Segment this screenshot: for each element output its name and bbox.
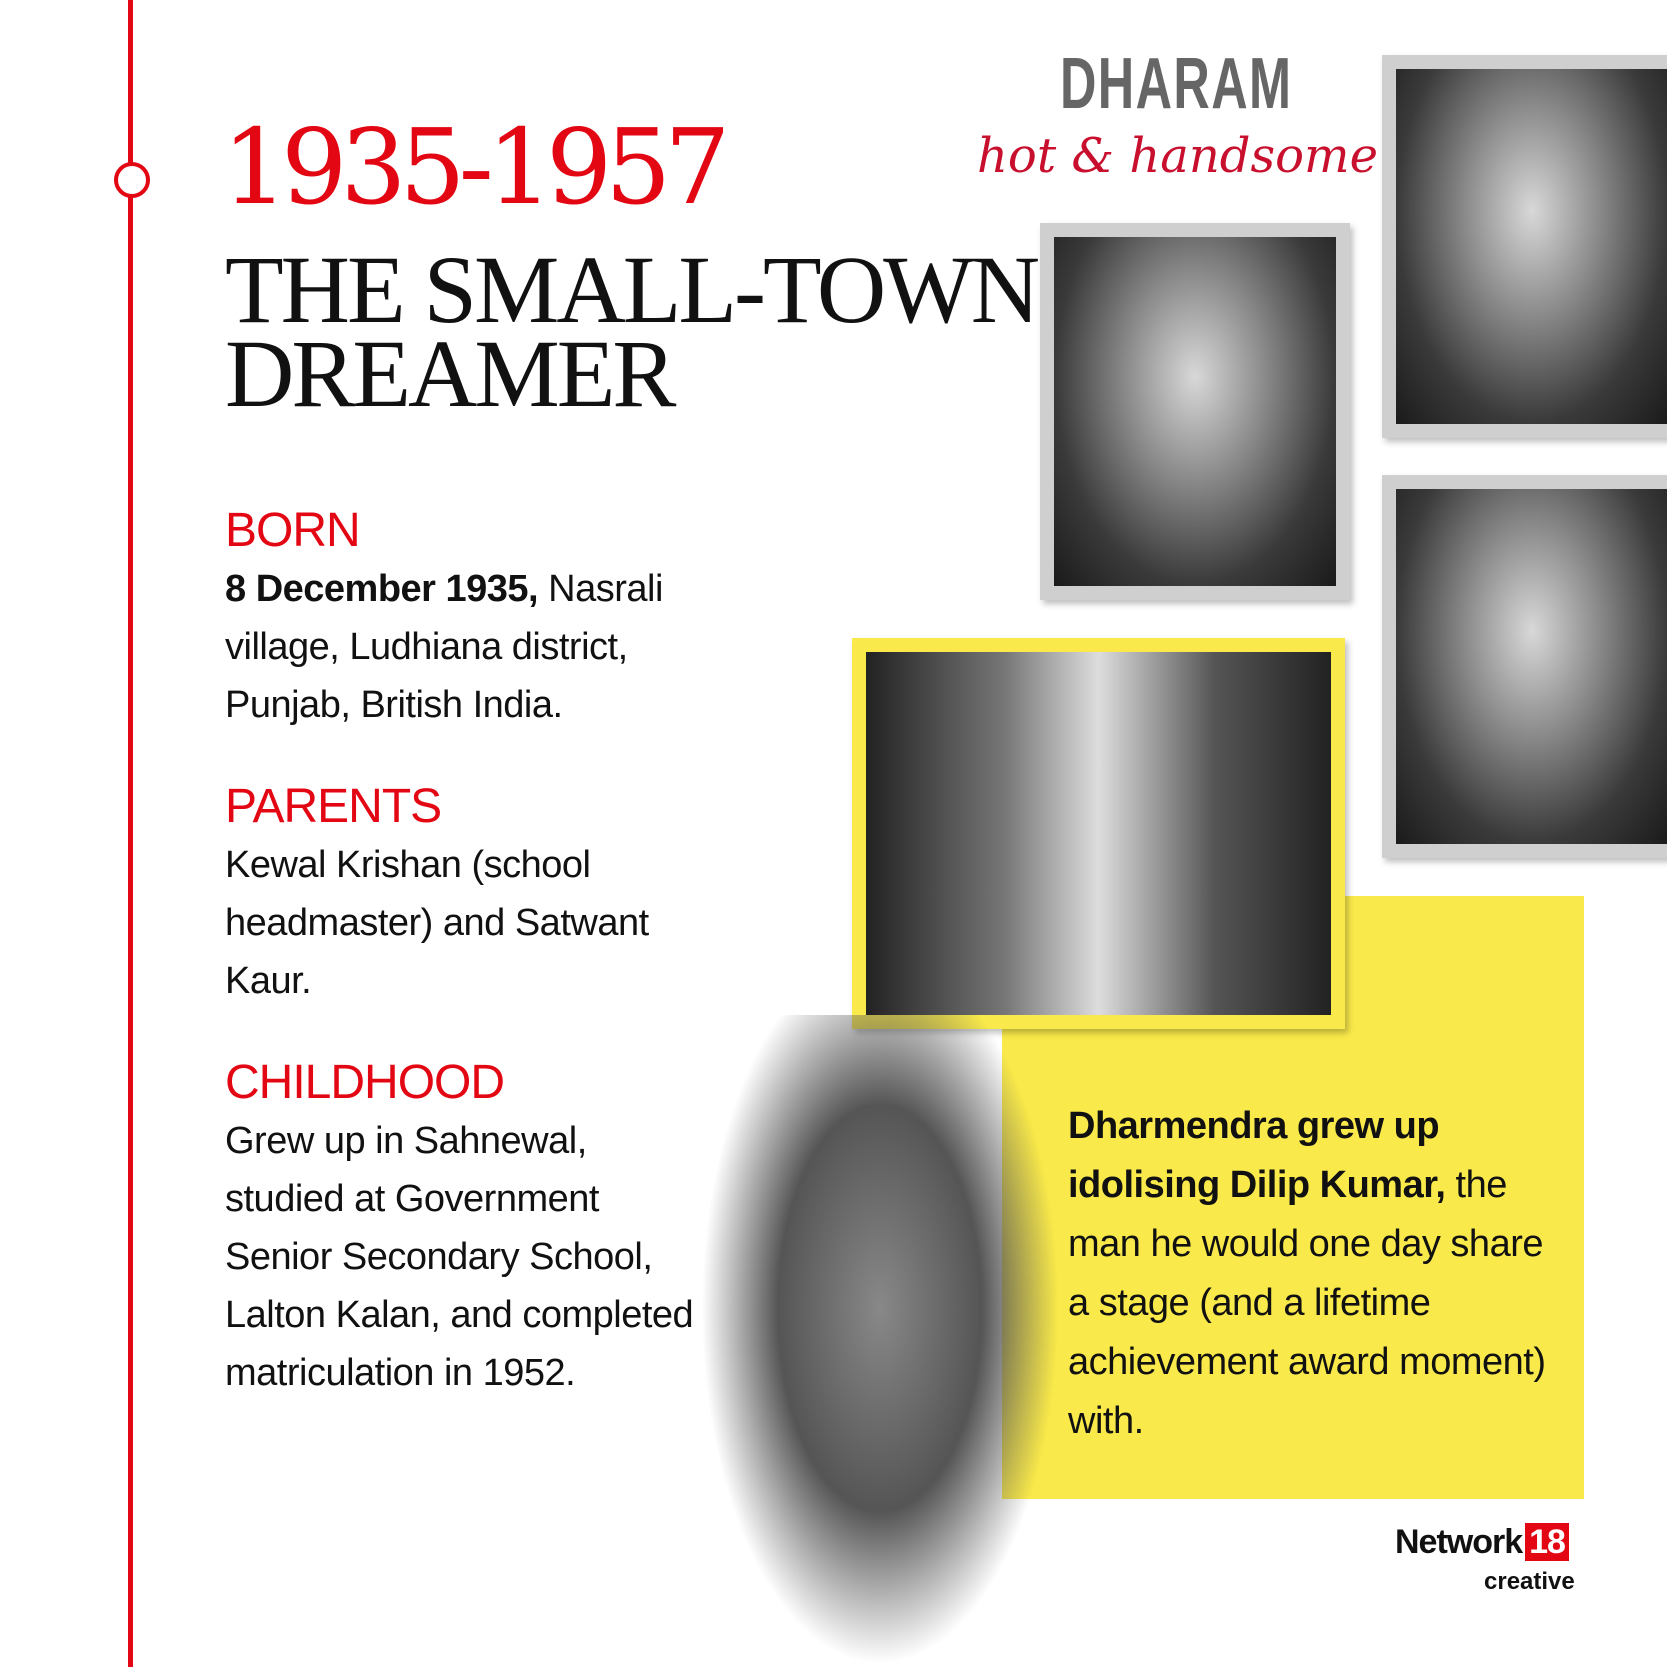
- photo-young-portrait: [1382, 55, 1667, 438]
- brand-name: Network: [1395, 1523, 1523, 1561]
- callout-bold: Dharmendra grew up idolising Dilip Kumar,: [1068, 1105, 1446, 1206]
- callout-text: [1068, 1097, 1558, 1451]
- sections: [225, 502, 725, 1402]
- photo-portrait: [1382, 475, 1667, 858]
- logo-dharam: DHARAM: [1060, 44, 1293, 124]
- section-childhood: [225, 1054, 705, 1402]
- section-text: Kewal Krishan (school headmaster) and Satwant Kaur.: [225, 844, 649, 1002]
- section-born: [225, 502, 725, 734]
- year-range: 1935-1957: [222, 106, 724, 228]
- photo-image: [1396, 69, 1667, 424]
- photo-seated-dharmendra: [700, 1015, 1060, 1667]
- network18-logo: [1395, 1522, 1569, 1562]
- page-title: [225, 236, 1038, 427]
- brand-sub: creative: [1484, 1568, 1575, 1595]
- timeline-marker: [114, 162, 150, 198]
- brand-badge: 18: [1525, 1523, 1569, 1561]
- photo-image: [1054, 237, 1336, 586]
- title-line-1: THE SMALL-TOWN: [225, 236, 1038, 343]
- section-heading: CHILDHOOD: [225, 1056, 505, 1109]
- photo-childhood: [1040, 223, 1350, 600]
- section-text: [225, 560, 725, 734]
- section-heading: BORN: [225, 504, 360, 557]
- photo-image: [866, 652, 1331, 1015]
- logo-tagline: hot & handsome: [977, 128, 1378, 184]
- timeline-line: [128, 0, 133, 1667]
- section-parents: [225, 778, 685, 1010]
- photo-image: [1396, 489, 1667, 844]
- born-date: 8 December 1935,: [225, 568, 539, 610]
- section-text: Grew up in Sahnewal, studied at Government Senior Secondary School, Lalton Kalan, and completed matriculation in 1952.: [225, 1120, 694, 1394]
- photo-with-dilip-kumar: [852, 638, 1345, 1029]
- title-line-2: DREAMER: [225, 320, 674, 427]
- callout-body: the man he would one day share a stage (and a lifetime achievement award moment) with.: [1068, 1164, 1546, 1442]
- section-heading: PARENTS: [225, 780, 442, 833]
- born-place: Nasrali village, Ludhiana district, Punjab, British India.: [225, 568, 663, 726]
